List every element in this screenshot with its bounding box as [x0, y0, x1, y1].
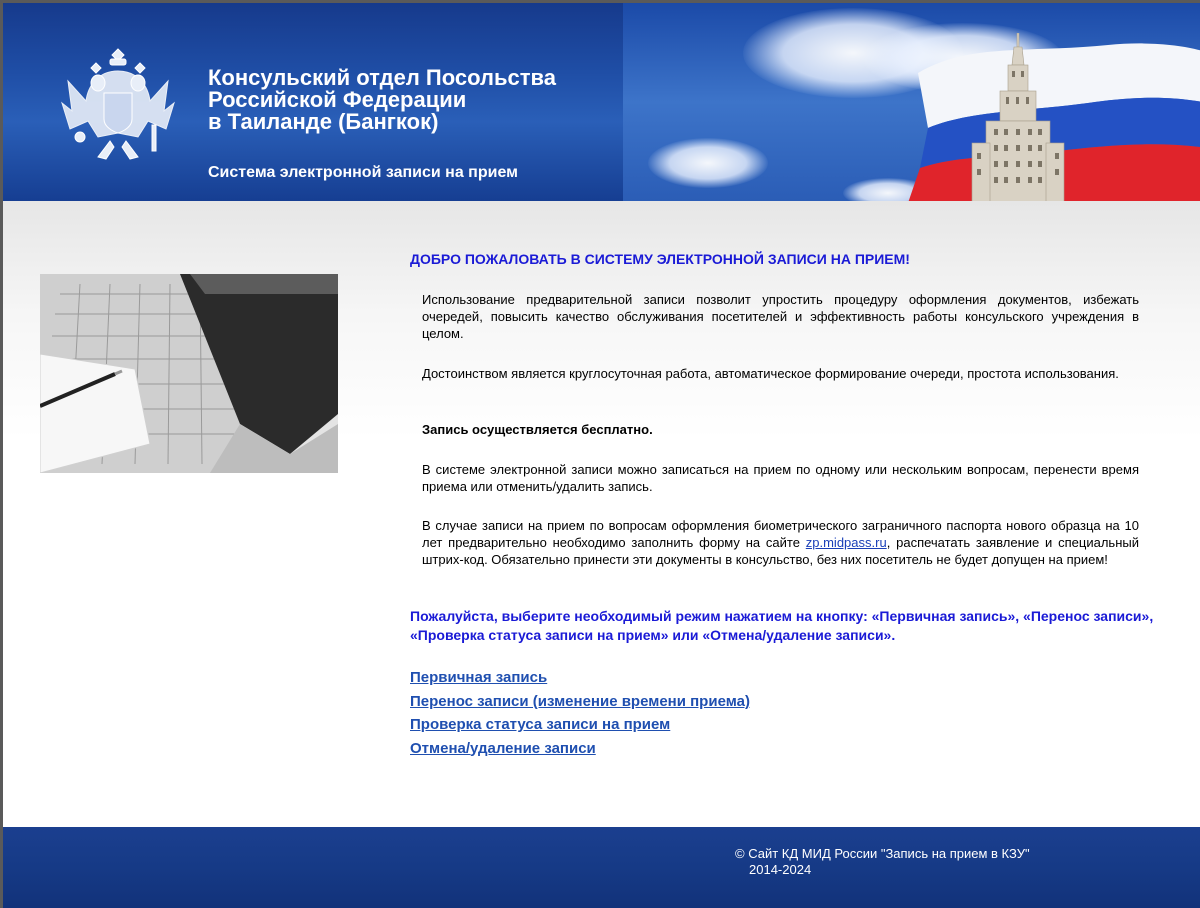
- options-paragraph: В системе электронной записи можно записаться на прием по одному или нескольким вопросам, перенести время приема или отменить/удалить запись.: [422, 462, 1139, 494]
- action-links: [410, 666, 750, 760]
- advantages-paragraph: Достоинством является круглосуточная работа, автоматическое формирование очереди, простота использования.: [422, 366, 1119, 381]
- free-of-charge-notice: Запись осуществляется бесплатно.: [422, 422, 653, 437]
- cancel-booking-link[interactable]: Отмена/удаление записи: [410, 739, 596, 757]
- copyright-text: © Сайт КД МИД России "Запись на прием в КЗУ": [735, 846, 1030, 861]
- cloud-image: [648, 138, 768, 188]
- main-content: [3, 201, 1200, 827]
- system-subtitle: Система электронной записи на прием: [208, 164, 518, 181]
- biometric-text-after: , распечатать заявление и специальный штрих-код. Обязательно принести эти документы в консульство, без них посетитель не будет допущен на прием!: [422, 535, 1139, 567]
- copyright-years: 2014-2024: [749, 862, 812, 877]
- title-line: Российской Федерации: [208, 87, 467, 112]
- coat-of-arms-icon: [58, 41, 178, 167]
- midpass-link[interactable]: zp.midpass.ru: [805, 535, 887, 550]
- mfa-building-image: [968, 33, 1068, 201]
- primary-booking-link[interactable]: Первичная запись: [410, 669, 548, 686]
- header-banner: [3, 3, 1200, 201]
- biometric-passport-paragraph: [422, 517, 1139, 568]
- intro-paragraph: Использование предварительной записи позволит упростить процедуру оформления документов, избежать очередей, повысить качество обслуживания посетителей и эффективность работы консульского учреждения в целом.: [422, 292, 1139, 341]
- consulate-title: [208, 67, 628, 133]
- footer: [3, 827, 1200, 908]
- reschedule-booking-link[interactable]: Перенос записи (изменение времени приема): [410, 692, 750, 710]
- title-line: в Таиланде (Бангкок): [208, 109, 439, 134]
- footer-copyright: [735, 846, 1030, 878]
- check-status-link[interactable]: Проверка статуса записи на прием: [410, 716, 671, 733]
- laptop-photo-image: [40, 274, 338, 473]
- instruction-text: Пожалуйста, выберите необходимый режим нажатием на кнопку: «Первичная запись», «Перенос записи», «Проверка статуса записи на прием» или «Отмена/удаление записи».: [410, 608, 1154, 643]
- biometric-text-before: В случае записи на прием по вопросам оформления биометрического заграничного паспорта нового образца на 10 лет предварительно необходимо заполнить форму на сайте: [422, 518, 1139, 550]
- title-line: Консульский отдел Посольства: [208, 65, 556, 90]
- welcome-heading: ДОБРО ПОЖАЛОВАТЬ В СИСТЕМУ ЭЛЕКТРОННОЙ ЗАПИСИ НА ПРИЕМ!: [410, 251, 910, 267]
